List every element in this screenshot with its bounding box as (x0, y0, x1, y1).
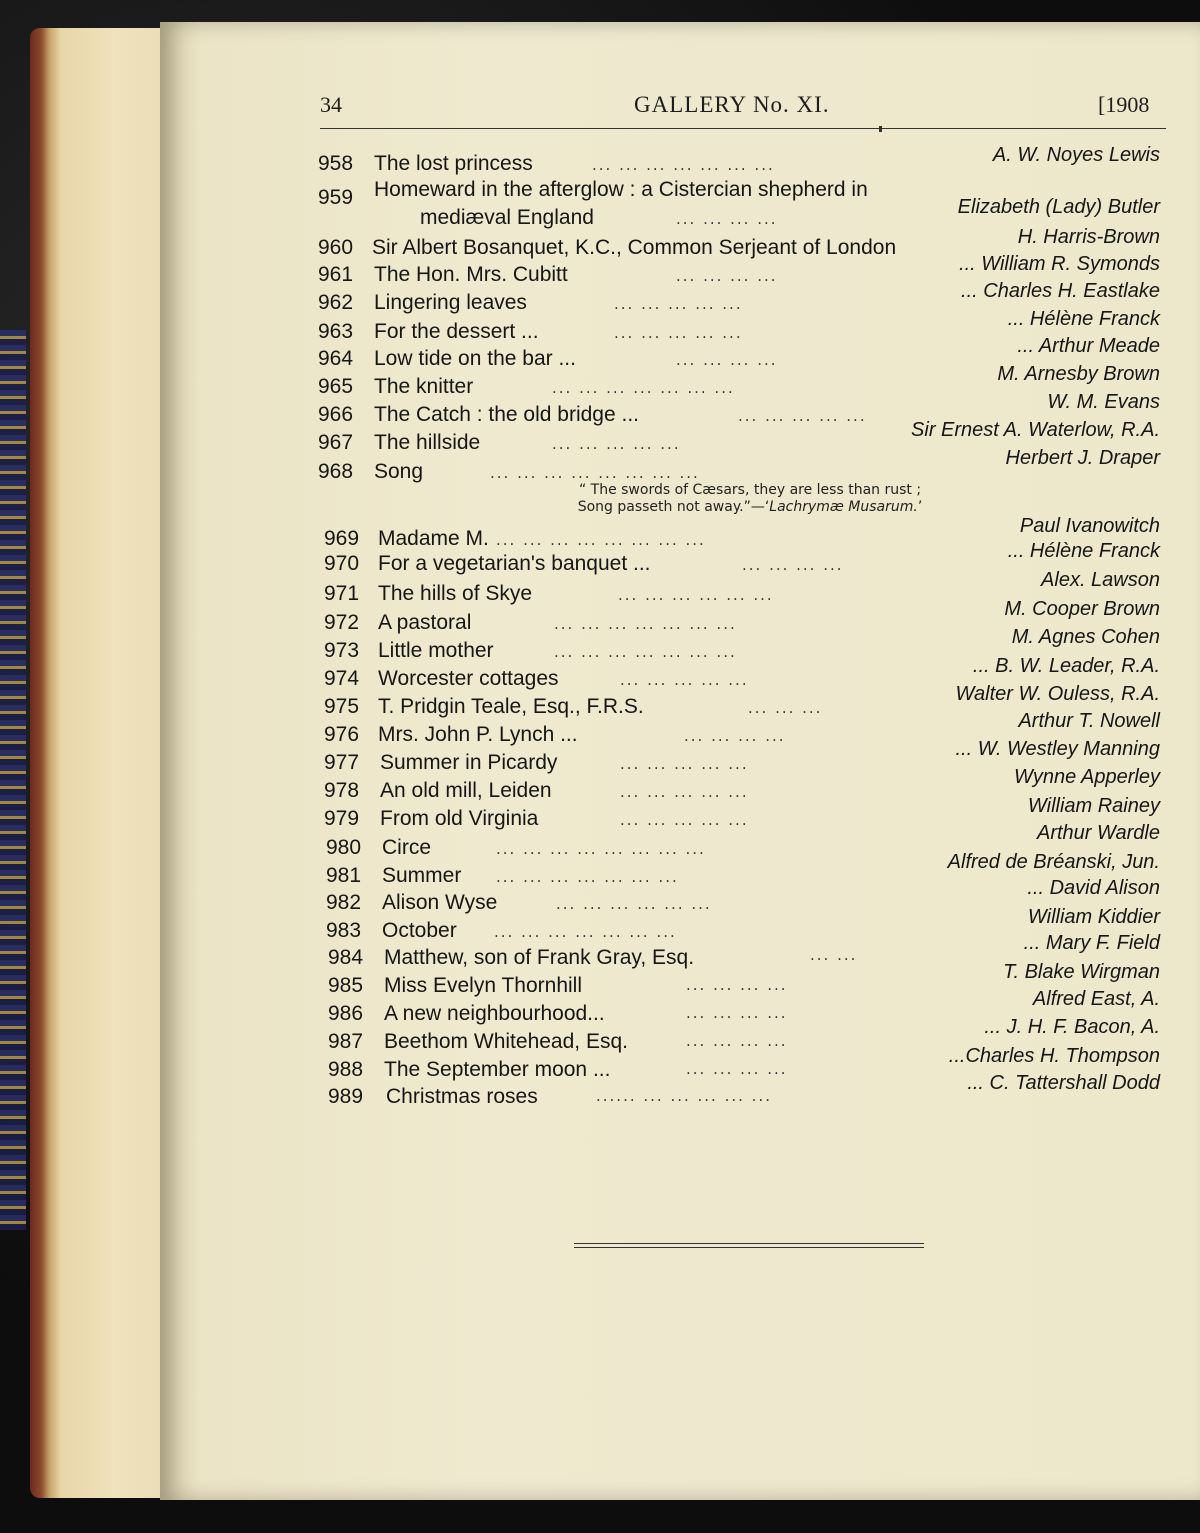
entry-artist: M. Arnesby Brown (997, 363, 1160, 385)
entry-number: 970 (324, 552, 360, 575)
quote-source: Lachrymæ Musarum. (769, 499, 918, 515)
entry-title: The hillside (374, 431, 481, 454)
entry-artist: Arthur Wardle (1036, 822, 1160, 844)
entry-number: 976 (324, 723, 360, 746)
entry-title: T. Pridgin Teale, Esq., F.R.S. (378, 695, 644, 718)
entry-artist: Sir Ernest A. Waterlow, R.A. (911, 419, 1160, 441)
entry-artist: M. Agnes Cohen (1011, 626, 1160, 648)
list-item (0, 906, 1200, 949)
entry-title: The hills of Skye (378, 582, 533, 605)
end-rule-bottom (574, 1247, 924, 1248)
entry-artist: ... Hélène Franck (1007, 308, 1160, 330)
entry-number: 983 (326, 919, 362, 942)
leader-dots: ... ... ... ... ... ... ... (496, 868, 679, 886)
entry-title: Christmas roses (386, 1085, 538, 1108)
leader-dots: ... ... ... (748, 699, 823, 717)
entry-title: A new neighbourhood... (384, 1002, 605, 1025)
entry-number: 959 (318, 186, 354, 209)
leader-dots: ... ... ... ... (676, 351, 778, 369)
list-item (0, 851, 1200, 894)
page-title: GALLERY No. XI. (634, 92, 830, 117)
entry-artist: ... J. H. F. Bacon, A. (984, 1016, 1160, 1038)
entry-title: An old mill, Leiden (380, 779, 552, 802)
entry-artist: Wynne Apperley (1014, 766, 1160, 788)
entry-title: Miss Evelyn Thornhill (384, 974, 583, 997)
entry-artist: ...Charles H. Thompson (948, 1045, 1160, 1067)
entry-title: Lingering leaves (374, 291, 527, 314)
leader-dots: ... ... ... ... ... (552, 435, 681, 453)
entry-number: 975 (324, 695, 360, 718)
list-item (0, 877, 1200, 921)
list-item (0, 363, 1200, 405)
leader-dots: ... ... ... ... (676, 267, 778, 285)
entry-artist: W. M. Evans (1047, 391, 1160, 413)
leader-dots: ... ... ... ... (742, 556, 844, 574)
entry-number: 964 (318, 347, 354, 370)
entry-number: 988 (328, 1058, 364, 1081)
entry-artist: Alfred East, A. (1032, 988, 1160, 1010)
list-item (0, 795, 1200, 837)
quote-line: “ The swords of Cæsars, they are less than rust ; (578, 482, 922, 498)
leader-dots: ... ... ... ... (686, 1032, 788, 1050)
entry-number: 987 (328, 1030, 364, 1053)
entry-artist: William Kiddier (1027, 906, 1160, 928)
entry-title: Worcester cottages (378, 667, 559, 690)
entry-number: 984 (328, 946, 364, 969)
leader-dots: ... ... ... ... ... (620, 811, 749, 829)
entry-number: 977 (324, 751, 360, 774)
entry-number: 966 (318, 403, 354, 426)
entry-number: 982 (326, 891, 362, 914)
leader-dots: ... ... ... ... ... ... ... ... (496, 840, 706, 858)
entry-artist: ... B. W. Leader, R.A. (972, 655, 1160, 677)
entry-title: Summer in Picardy (380, 751, 558, 774)
end-rule-top (574, 1243, 924, 1244)
entry-number: 980 (326, 836, 362, 859)
entry-artist: Alfred de Bréanski, Jun. (947, 851, 1160, 873)
page-number: 34 (320, 92, 342, 117)
leader-dots: ... ... ... ... ... (614, 324, 743, 342)
leader-dots: ... ... ... ... ... ... (618, 586, 774, 604)
entry-number: 961 (318, 263, 354, 286)
list-item (0, 961, 1200, 1004)
entry-title: Circe (382, 836, 432, 859)
leader-dots: ... ... ... ... ... (738, 407, 867, 425)
entry-artist: ... C. Tattershall Dodd (967, 1072, 1160, 1094)
entry-artist: T. Blake Wirgman (1003, 961, 1160, 983)
leader-dots: ... ... ... ... ... ... (556, 895, 712, 913)
entry-number: 967 (318, 431, 354, 454)
leader-dots: ... ... ... ... ... (620, 755, 749, 773)
page-year: [1908 (1098, 92, 1150, 117)
entry-title: The September moon ... (384, 1058, 611, 1081)
entry-artist: ... David Alison (1027, 877, 1160, 899)
entry-artist: Alex. Lawson (1041, 569, 1160, 591)
leader-dots: ... ... ... ... ... ... ... (554, 615, 737, 633)
entry-artist: ... Hélène Franck (1007, 540, 1160, 562)
entry-artist: Paul Ivanowitch (1019, 515, 1160, 537)
entry-title: Low tide on the bar ... (374, 347, 576, 370)
leader-dots: ... ... ... ... ... (614, 295, 743, 313)
leader-dots: ... ... ... ... ... ... ... (592, 156, 775, 174)
entry-number: 960 (318, 236, 354, 259)
entry-title: A pastoral (378, 611, 472, 634)
entry-title: Summer (382, 864, 462, 887)
leader-dots: ... ... ... ... ... ... ... ... (490, 464, 700, 482)
entry-artist: Walter W. Ouless, R.A. (955, 683, 1160, 705)
leader-dots: ... ... ... ... ... ... ... (552, 379, 735, 397)
leader-dots: ...... ... ... ... ... ... (596, 1087, 772, 1105)
entry-number: 978 (324, 779, 360, 802)
entry-artist: A. W. Noyes Lewis (992, 144, 1160, 166)
leader-dots: ... ... ... ... ... ... ... ... (496, 531, 706, 549)
entry-number: 986 (328, 1002, 364, 1025)
entry-title: October (382, 919, 457, 942)
entry-number: 958 (318, 152, 354, 175)
entry-title: Matthew, son of Frank Gray, Esq. (384, 946, 695, 969)
leader-dots: ... ... ... ... (686, 976, 788, 994)
header-rule (320, 128, 1166, 129)
leader-dots: ... ... ... ... ... ... ... (554, 643, 737, 661)
leader-dots: ... ... (810, 946, 858, 964)
entry-title: Little mother (378, 639, 494, 662)
leader-dots: ... ... ... ... (676, 210, 778, 228)
entry-artist: M. Cooper Brown (1004, 598, 1160, 620)
entry-number: 971 (324, 582, 360, 605)
header-rule-tick (879, 126, 882, 132)
entry-artist: ... Mary F. Field (1023, 932, 1160, 954)
entry-number: 985 (328, 974, 364, 997)
entry-title: Beethom Whitehead, Esq. (384, 1030, 628, 1053)
entry-title: Madame M. (378, 527, 489, 550)
entry-number: 979 (324, 807, 360, 830)
entry-title: Alison Wyse (382, 891, 498, 914)
entry-number: 972 (324, 611, 360, 634)
entry-artist: William Rainey (1027, 795, 1160, 817)
entry-title: For a vegetarian's banquet ... (378, 552, 651, 575)
entry-title-continued: mediæval England (420, 206, 594, 229)
leader-dots: ... ... ... ... ... (620, 783, 749, 801)
entry-artist: Arthur T. Nowell (1018, 710, 1160, 732)
entry-number: 962 (318, 291, 354, 314)
entry-artist: H. Harris-Brown (1017, 226, 1160, 248)
leader-dots: ... ... ... ... (686, 1060, 788, 1078)
entry-title: Sir Albert Bosanquet, K.C., Common Serjeant of London (372, 236, 897, 259)
entry-title: Song (374, 460, 424, 483)
entry-number: 973 (324, 639, 360, 662)
entry-artist: ... Arthur Meade (1017, 335, 1160, 357)
entry-number: 969 (324, 527, 360, 550)
list-item (0, 766, 1200, 809)
song-quotation (520, 482, 980, 516)
list-item (0, 540, 1200, 582)
entry-number: 968 (318, 460, 354, 483)
leader-dots: ... ... ... ... (684, 727, 786, 745)
list-item (0, 178, 1200, 229)
entry-number: 963 (318, 320, 354, 343)
entry-artist: Elizabeth (Lady) Butler (957, 196, 1160, 218)
leader-dots: ... ... ... ... ... (620, 671, 749, 689)
entry-number: 989 (328, 1085, 364, 1108)
entry-artist: ... Charles H. Eastlake (961, 280, 1160, 302)
entry-title: Mrs. John P. Lynch ... (378, 723, 578, 746)
entry-artist: ... William R. Symonds (959, 253, 1160, 275)
quote-line (520, 499, 980, 516)
leader-dots: ... ... ... ... (686, 1004, 788, 1022)
entry-title: The knitter (374, 375, 474, 398)
entry-title: The Catch : the old bridge ... (374, 403, 639, 426)
entry-number: 981 (326, 864, 362, 887)
entry-number: 974 (324, 667, 360, 690)
leader-dots: ... ... ... ... ... ... ... (494, 923, 677, 941)
entry-title: The Hon. Mrs. Cubitt (374, 263, 568, 286)
list-item (0, 1072, 1200, 1115)
entry-title: From old Virginia (380, 807, 539, 830)
entry-artist: ... W. Westley Manning (955, 738, 1160, 760)
entry-title: Homeward in the afterglow : a Cistercian shepherd in (374, 178, 868, 201)
entry-number: 965 (318, 375, 354, 398)
entry-title: The lost princess (374, 152, 533, 175)
quote-text: Song passeth not away.”—‘ (577, 499, 770, 515)
entry-title: For the dessert ... (374, 320, 539, 343)
quote-close-mark: ’ (917, 499, 923, 515)
entry-artist: Herbert J. Draper (1005, 447, 1160, 469)
